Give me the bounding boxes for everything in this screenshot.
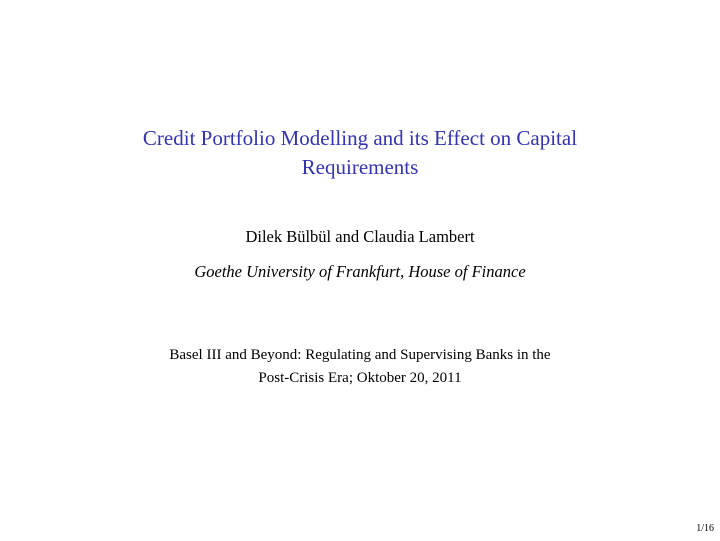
slide-title-line-1: Credit Portfolio Modelling and its Effect on Capital xyxy=(142,126,578,150)
affiliation: Goethe University of Frankfurt, House of Finance xyxy=(194,262,526,281)
page-number: 1/16 xyxy=(696,523,714,534)
slide-title xyxy=(0,124,720,182)
slide-title-line-2: Requirements xyxy=(301,155,419,179)
event-line-2: Post-Crisis Era; Oktober 20, 2011 xyxy=(258,370,462,386)
event-line-1: Basel III and Beyond: Regulating and Supervising Banks in the xyxy=(169,347,551,363)
event-info xyxy=(0,344,720,390)
authors: Dilek Bülbül and Claudia Lambert xyxy=(245,227,475,246)
